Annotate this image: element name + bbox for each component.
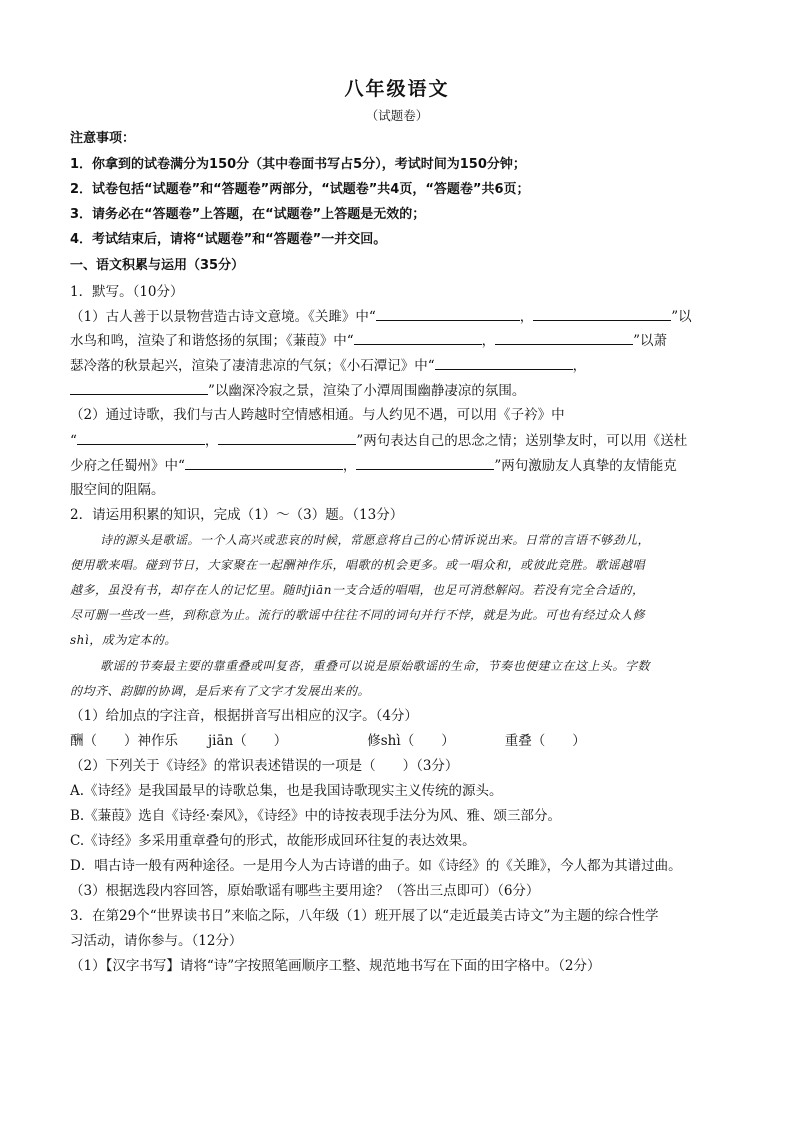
page-subtitle: （试题卷） [365, 108, 429, 123]
passage-line: 越多，虽没有书，却存在人的记忆里。随时jiān一支合适的唱唱，也足可消愁解闷。若没有完全合适的， [70, 583, 645, 597]
passage-line: 尽可删一些改一些，到称意为止。流行的歌谣中往往不同的词句并行不悖，就是为此。可也有经过众人修 [70, 608, 646, 622]
pinyin-items [70, 731, 586, 751]
text: “ [70, 433, 77, 449]
text: ”以萧 [633, 333, 668, 349]
text: （1）古人善于以景物营造古诗文意境。《关雎》中“ [70, 309, 376, 325]
passage-line: 便用歌来唱。碰到节日，大家聚在一起酬神作乐，唱歌的机会更多。或一唱众和，或彼此竞胜。歌谣越唱 [70, 558, 646, 572]
answer-blank[interactable] [77, 430, 205, 445]
answer-blank[interactable] [218, 430, 356, 445]
question-1-part-1 [70, 306, 692, 327]
text: ”以幽深冷寂之景，渲染了小潭周围幽静凄凉的氛围。 [208, 383, 526, 399]
answer-blank[interactable] [376, 306, 520, 321]
notice-heading: 注意事项： [70, 131, 136, 146]
question-2-title: 2．请运用积累的知识，完成（1）～（3）题。（13分） [70, 507, 404, 523]
notice-item: 1．你拿到的试卷满分为150分（其中卷面书写占5分），考试时间为150分钟； [70, 157, 526, 172]
text: ， [519, 309, 534, 325]
passage-line: 歌谣的节奏最主要的靠重叠或叫复沓，重叠可以说是原始歌谣的生命，节奏也便建立在这上头。字数 [100, 659, 651, 673]
option-a: A.《诗经》是我国最早的诗歌总集，也是我国诗歌现实主义传统的源头。 [70, 783, 503, 799]
question-1-part-1-line-4 [70, 380, 525, 401]
notice-item: 3．请务必在“答题卷”上答题，在“试题卷”上答题是无效的； [70, 207, 426, 222]
question-2-sub-2: （2）下列关于《诗经》的常识表述错误的一项是（ ）（3分） [70, 758, 459, 774]
question-3-title: 3．在第29个“世界读书日”来临之际，八年级（1）班开展了以“走近最美古诗文”为主题的综合性学 [70, 908, 659, 924]
question-1-part-2-line-4: 服空间的阻隔。 [70, 482, 165, 498]
question-3-sub-1: （1）【汉字书写】请将“诗”字按照笔画顺序工整、规范地书写在下面的田字格中。（2分） [70, 958, 601, 974]
answer-blank[interactable] [356, 455, 494, 470]
answer-blank[interactable] [435, 355, 573, 370]
pinyin-item: 重叠（ ） [504, 733, 586, 749]
option-b: B.《蒹葭》选自《诗经·秦风》，《诗经》中的诗按表现手法分为风、雅、颂三部分。 [70, 808, 562, 824]
notice-item: 4．考试结束后，请将“试题卷”和“答题卷”一并交回。 [70, 232, 387, 247]
text: 水鸟和鸣，渲染了和谐悠扬的氛围；《蒹葭》中“ [70, 333, 354, 349]
answer-blank[interactable] [70, 380, 208, 395]
question-3-title-line-2: 习活动，请你参与。（12分） [70, 933, 243, 949]
question-1-part-2-line-2 [70, 430, 687, 451]
passage-line: shì，成为定本的。 [70, 633, 177, 647]
question-1-title: 1．默写。（10分） [70, 284, 184, 300]
text: ， [481, 333, 496, 349]
text: ， [342, 458, 357, 474]
question-2-sub-3: （3）根据选段内容回答，原始歌谣有哪些主要用途？（答出三点即可）（6分） [70, 883, 540, 899]
text: ， [572, 358, 587, 374]
pinyin-item: 修shì（ ） [367, 733, 455, 749]
text: 少府之任蜀州》中“ [70, 458, 185, 474]
passage-line: 的均齐、韵脚的协调，是后来有了文字才发展出来的。 [70, 684, 371, 698]
question-1-part-1-line-3 [70, 355, 586, 376]
text: ”以 [671, 309, 692, 325]
answer-blank[interactable] [185, 455, 343, 470]
answer-blank[interactable] [533, 306, 671, 321]
question-2-sub-1: （1）给加点的字注音，根据拼音写出相应的汉字。（4分） [70, 708, 418, 724]
text: ， [204, 433, 219, 449]
pinyin-item: 酬（ ）神作乐 [70, 733, 178, 749]
question-1-part-2-line-3 [70, 455, 677, 476]
text: ”两句表达自己的思念之情；送别挚友时，可以用《送杜 [356, 433, 688, 449]
pinyin-item: jiān（ ） [208, 733, 288, 749]
question-1-part-2: （2）通过诗歌，我们与古人跨越时空情感相通。与人约见不遇，可以用《子衿》中 [70, 407, 565, 423]
option-d: D．唱古诗一般有两种途径。一是用今人为古诗谱的曲子。如《诗经》的《关雎》，今人都为其谱过曲。 [70, 858, 682, 874]
answer-blank[interactable] [354, 330, 482, 345]
passage-line: 诗的源头是歌谣。一个人高兴或悲哀的时候，常愿意将自己的心情诉说出来。日常的言语不够劲儿， [100, 533, 651, 547]
answer-blank[interactable] [495, 330, 633, 345]
notice-item: 2．试卷包括“试题卷”和“答题卷”两部分，“试题卷”共4页，“答题卷”共6页； [70, 182, 530, 197]
question-1-part-1-line-2 [70, 330, 667, 351]
text: 瑟冷落的秋景起兴，渲染了凄清悲凉的气氛；《小石潭记》中“ [70, 358, 435, 374]
option-c: C.《诗经》多采用重章叠句的形式，故能形成回环往复的表达效果。 [70, 833, 476, 849]
text: ”两句激励友人真挚的友情能克 [494, 458, 677, 474]
section-heading: 一、语文积累与运用（35分） [70, 258, 245, 273]
page-title: 八年级语文 [344, 78, 450, 100]
